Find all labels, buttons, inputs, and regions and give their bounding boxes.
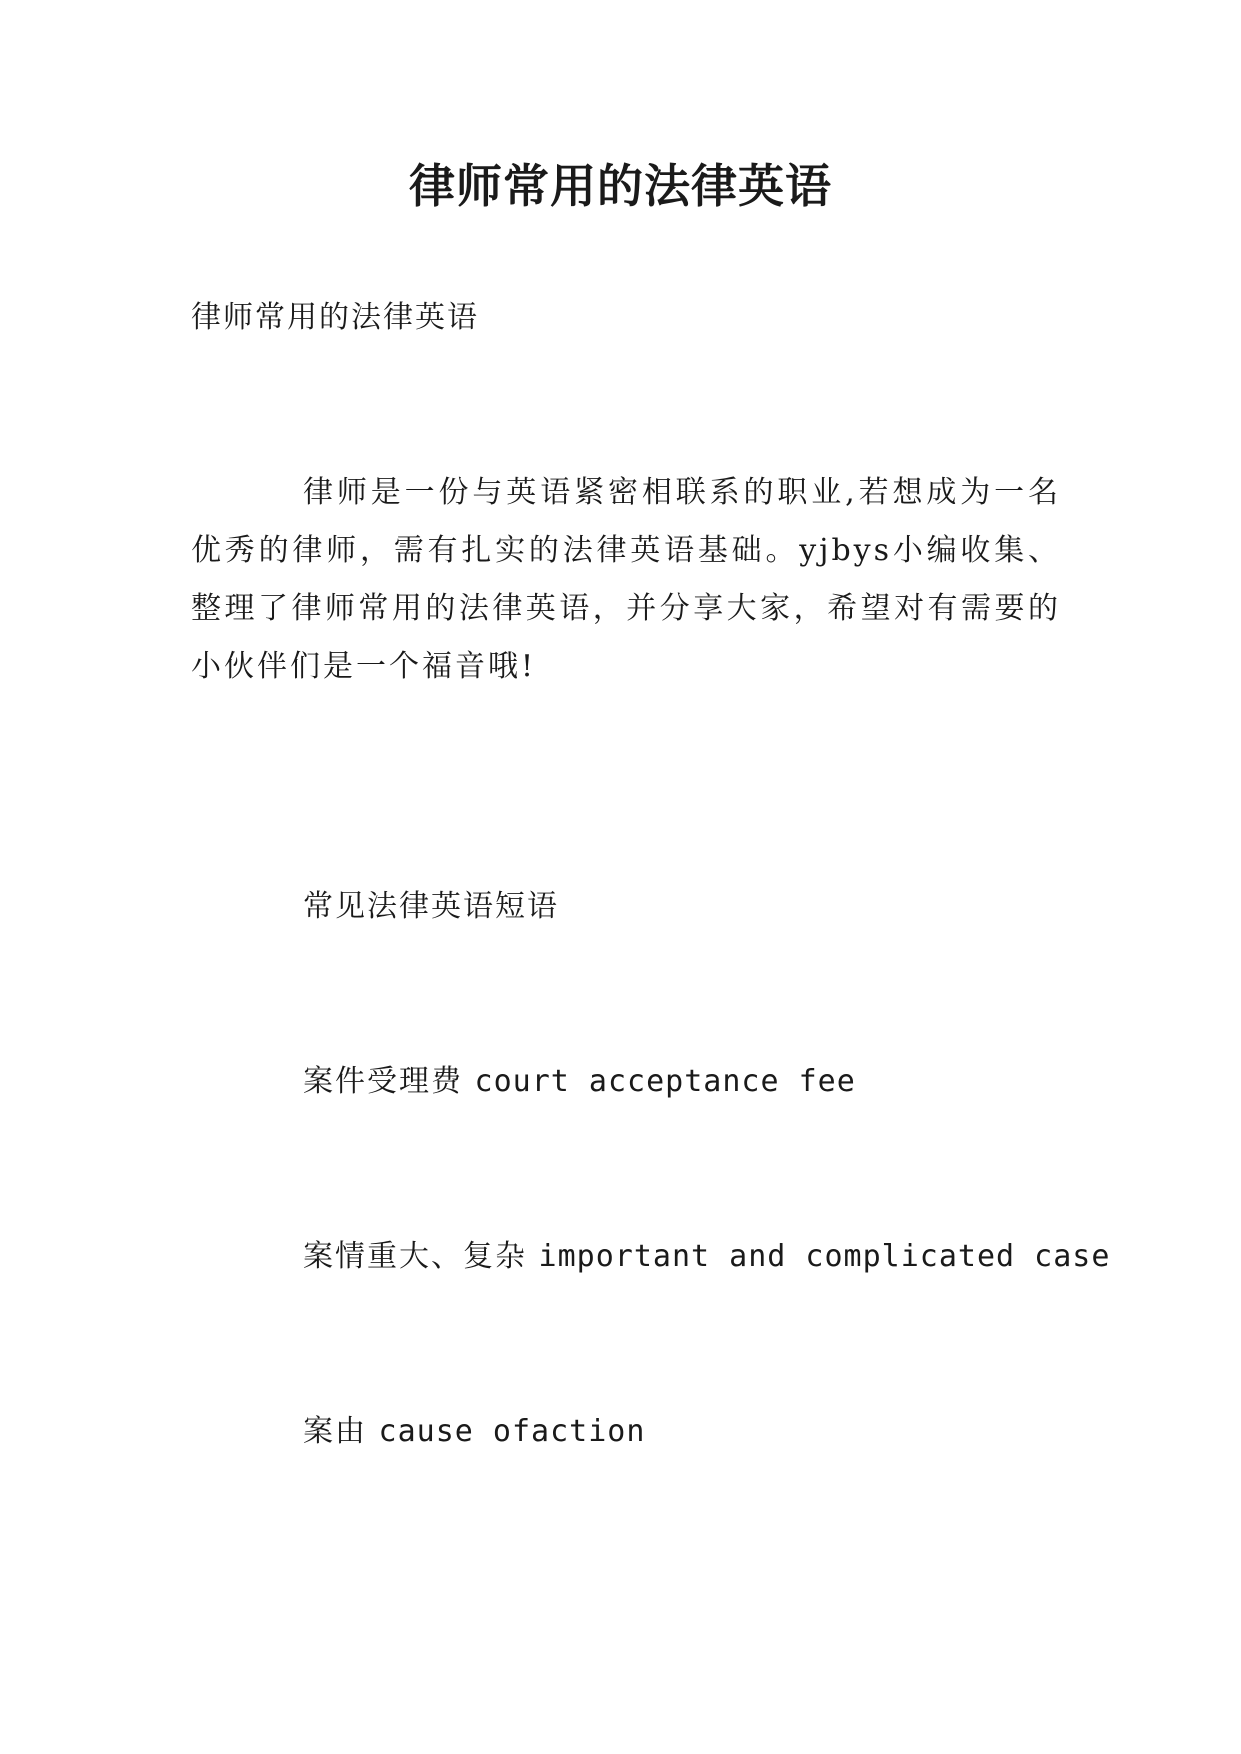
term-english: important and complicated case <box>538 1239 1111 1274</box>
term-item <box>303 1406 645 1450</box>
term-chinese: 案情重大、复杂 <box>303 1239 527 1274</box>
term-item <box>303 1231 1110 1275</box>
section-heading: 常见法律英语短语 <box>303 889 559 924</box>
document-title: 律师常用的法律英语 <box>409 159 832 213</box>
term-item <box>303 1056 856 1100</box>
term-english: cause ofaction <box>378 1414 646 1449</box>
intro-paragraph: 律师是一份与英语紧密相联系的职业,若想成为一名优秀的律师，需有扎实的法律英语基础。yjbys小编收集、整理了律师常用的法律英语，并分享大家，希望对有需要的小伙伴们是一个福音哦! <box>191 475 1061 684</box>
term-english: court acceptance fee <box>474 1064 856 1099</box>
document-subtitle: 律师常用的法律英语 <box>191 300 479 335</box>
term-chinese: 案由 <box>303 1414 367 1449</box>
term-chinese: 案件受理费 <box>303 1064 463 1099</box>
